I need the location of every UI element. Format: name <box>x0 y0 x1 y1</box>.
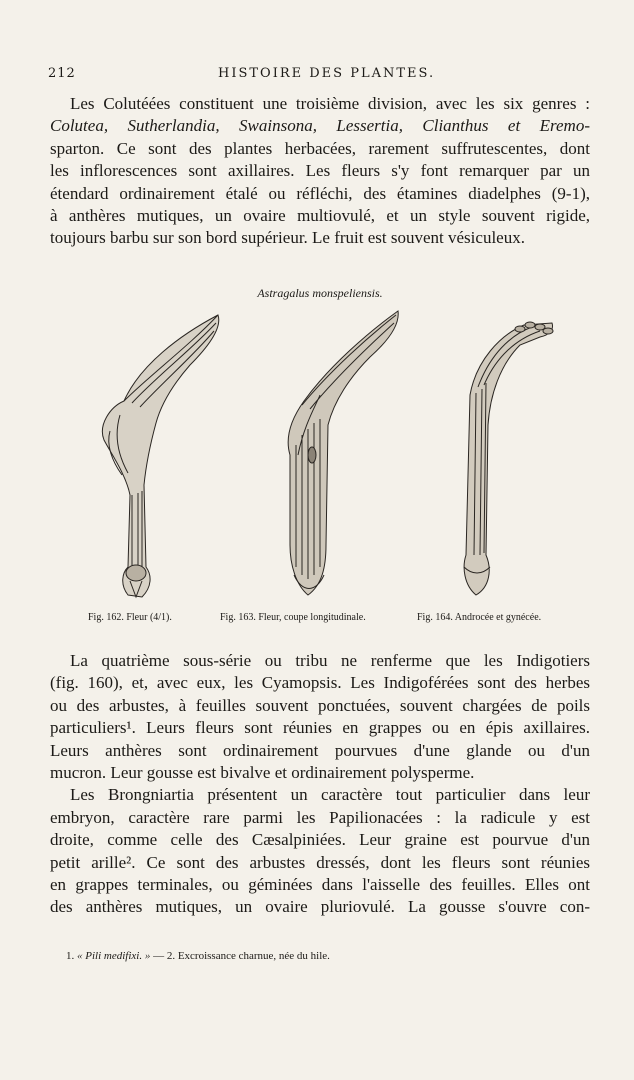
page-number: 212 <box>48 66 76 81</box>
footnote-separator: — <box>153 950 165 962</box>
text-line <box>50 115 590 137</box>
figure-title: Astragalus monspeliensis. <box>257 286 383 300</box>
footnote-1-text: « Pili medifixi. » <box>77 950 151 962</box>
text-line: petit arille². Ce sont des arbustes dressés, dont les fleurs sont réunies <box>50 852 590 872</box>
text-line: (fig. 160), et, avec eux, les Cyamopsis. Les Indigoférées sont des herbes <box>50 673 590 693</box>
text-line: en grappes terminales, ou géminées dans l'aisselle des feuilles. Elles ont <box>50 875 590 895</box>
text-line: Leurs anthères sont ordinairement pourvues d'une glande ou d'un <box>50 740 590 760</box>
running-head <box>48 66 588 86</box>
text-line: particuliers¹. Leurs fleurs sont réunies en grappes ou en épis axillaires. <box>50 718 590 738</box>
androecium-illustration <box>464 322 553 595</box>
paragraph-indigoferae <box>50 650 590 919</box>
header-title: HISTOIRE DES PLANTES. <box>218 66 436 81</box>
text-line: mucron. Leur gousse est bivalve et ordinairement polysperme. <box>50 763 475 783</box>
footnote-1-number: 1. <box>66 950 75 962</box>
footnote-2-number: 2. <box>166 950 176 962</box>
text-line: sparton. Ce sont des plantes herbacées, rarement suffrutescentes, dont <box>50 138 590 158</box>
text-line: embryon, caractère rare parmi les Papilionacées : la radicule y est <box>50 807 590 827</box>
text-line: La quatrième sous-série ou tribu ne renferme que les Indigotiers <box>70 651 590 670</box>
text-line: à anthères mutiques, un ovaire multiovulé, et un style souvent rigide, <box>50 206 590 226</box>
text-line: toujours barbu sur son bord supérieur. Le fruit est souvent vésiculeux. <box>50 228 525 248</box>
text-line: droite, comme celle des Cæsalpiniées. Leur graine est pourvue d'un <box>50 830 590 850</box>
paragraph-coluteae <box>50 93 590 250</box>
caption-fig-163: Fig. 163. Fleur, coupe longitudinale. <box>220 612 366 623</box>
caption-fig-162: Fig. 162. Fleur (4/1). <box>88 612 172 623</box>
footnotes <box>66 950 330 962</box>
genus-list: Colutea, Sutherlandia, Swainsona, Lessertia, Clianthus et Eremo- <box>50 116 590 136</box>
flower-whole-illustration <box>102 315 218 597</box>
caption-fig-164: Fig. 164. Androcée et gynécée. <box>417 612 542 623</box>
text-line: ou des arbustes, à feuilles souvent ponctuées, souvent chargées de poils <box>50 695 590 715</box>
flower-illustrations <box>80 305 560 605</box>
flower-section-illustration <box>288 311 398 595</box>
text-line: Les Colutéées constituent une troisième division, avec les six genres : <box>70 94 590 113</box>
text-line: les inflorescences sont axillaires. Les fleurs s'y font remarquer par un <box>50 161 590 181</box>
text-line: Les Brongniartia présentent un caractère tout particulier dans leur <box>70 785 590 805</box>
text-line: des anthères mutiques, un ovaire pluriovulé. La gousse s'ouvre con- <box>50 897 590 917</box>
text-line: étendard ordinairement étalé ou réfléchi, des étamines diadelphes (9-1), <box>50 183 590 203</box>
footnote-2-text: Excroissance charnue, née du hile. <box>177 950 330 962</box>
